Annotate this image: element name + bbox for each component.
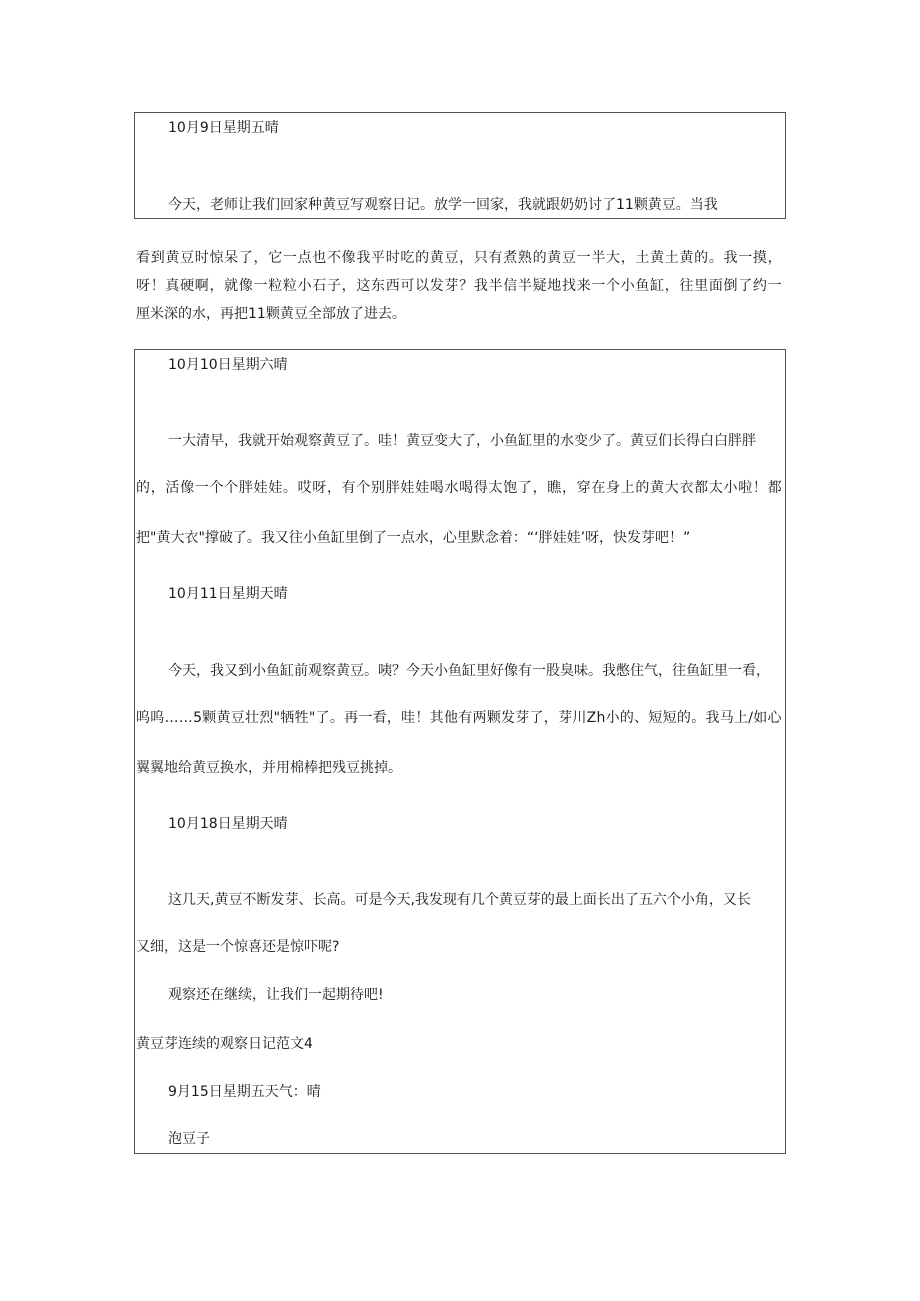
entry-text-oct9-line1: 今天，老师让我们回家种黄豆写观察日记。放学一回家，我就跟奶奶讨了11颗黄豆。当我	[168, 197, 718, 213]
section-heading: 黄豆芽连续的观察日记范文4	[136, 1036, 313, 1052]
section-subtitle: 泡豆子	[168, 1131, 210, 1147]
entry-text-oct11-line3: 翼翼地给黄豆换水，并用棉棒把残豆挑掉。	[136, 760, 402, 776]
entry-date-oct18: 10月18日星期天晴	[168, 816, 288, 832]
entry-text-oct18-line3: 观察还在继续，让我们一起期待吧!	[168, 987, 384, 1003]
entry-text-oct18-line1: 这几天,黄豆不断发芽、长高。可是今天,我发现有几个黄豆芽的最上面长出了五六个小角，又长	[168, 892, 751, 908]
entry-text-oct10-line2: 的 ， 活 像 一 个 个 胖 娃 娃 。 哎 呀 ， 有 个 别 胖 娃 娃 喝 水 喝 得 太 饱 了 ， 瞧 ， 穿 在 身 上 的 黄 大 衣 都 太 小 啦 ！ 都	[136, 480, 782, 496]
entry-date-oct9: 10月9日星期五晴	[168, 120, 279, 136]
entry-date-oct10: 10月10日星期六晴	[168, 357, 288, 373]
section-date: 9月15日星期五天气：晴	[168, 1084, 321, 1100]
entry-text-oct11-line2: 呜 呜 … … 5 颗 黄 豆 壮 烈 " 牺 牲 " 了 。 再 一 看 ， 哇 ！ 其 他 有 两 颗 发 芽 了 ， 芽 川 Z h 小 的 、 短 短 的 。 我 马 上 / 如 心	[136, 710, 782, 726]
entry-text-oct11-line1: 今天，我又到小鱼缸前观察黄豆。咦？今天小鱼缸里好像有一股臭味。我憋住气，往鱼缸里一看，	[168, 663, 770, 679]
entry-text-oct18-line2: 又细，这是一个惊喜还是惊吓呢?	[136, 939, 340, 955]
entry-text-oct9-line3: 呀 ！ 真 硬 啊 ， 就 像 一 粒 粒 小 石 子 ， 这 东 西 可 以 发 芽 ？ 我 半 信 半 疑 地 找 来 一 个 小 鱼 缸 ， 往 里 面 倒 了 约 一	[136, 278, 782, 294]
entry-text-oct9-line2: 看 到 黄 豆 时 惊 呆 了 ， 它 一 点 也 不 像 我 平 时 吃 的 黄 豆 ， 只 有 煮 熟 的 黄 豆 一 半 大 ， 土 黄 土 黄 的 。 我 一 摸 ，	[136, 250, 782, 266]
entry-text-oct9-line4: 厘米深的水，再把11颗黄豆全部放了进去。	[136, 306, 406, 322]
entry-text-oct10-line1: 一大清早，我就开始观察黄豆了。哇！黄豆变大了，小鱼缸里的水变少了。黄豆们长得白白胖胖	[168, 433, 756, 449]
entry-text-oct10-line3: 把"黄大衣"撑破了。我又往小鱼缸里倒了一点水，心里默念着：“‘胖娃娃’呀，快发芽吧！”	[136, 530, 691, 546]
entry-date-oct11: 10月11日星期天晴	[168, 586, 288, 602]
